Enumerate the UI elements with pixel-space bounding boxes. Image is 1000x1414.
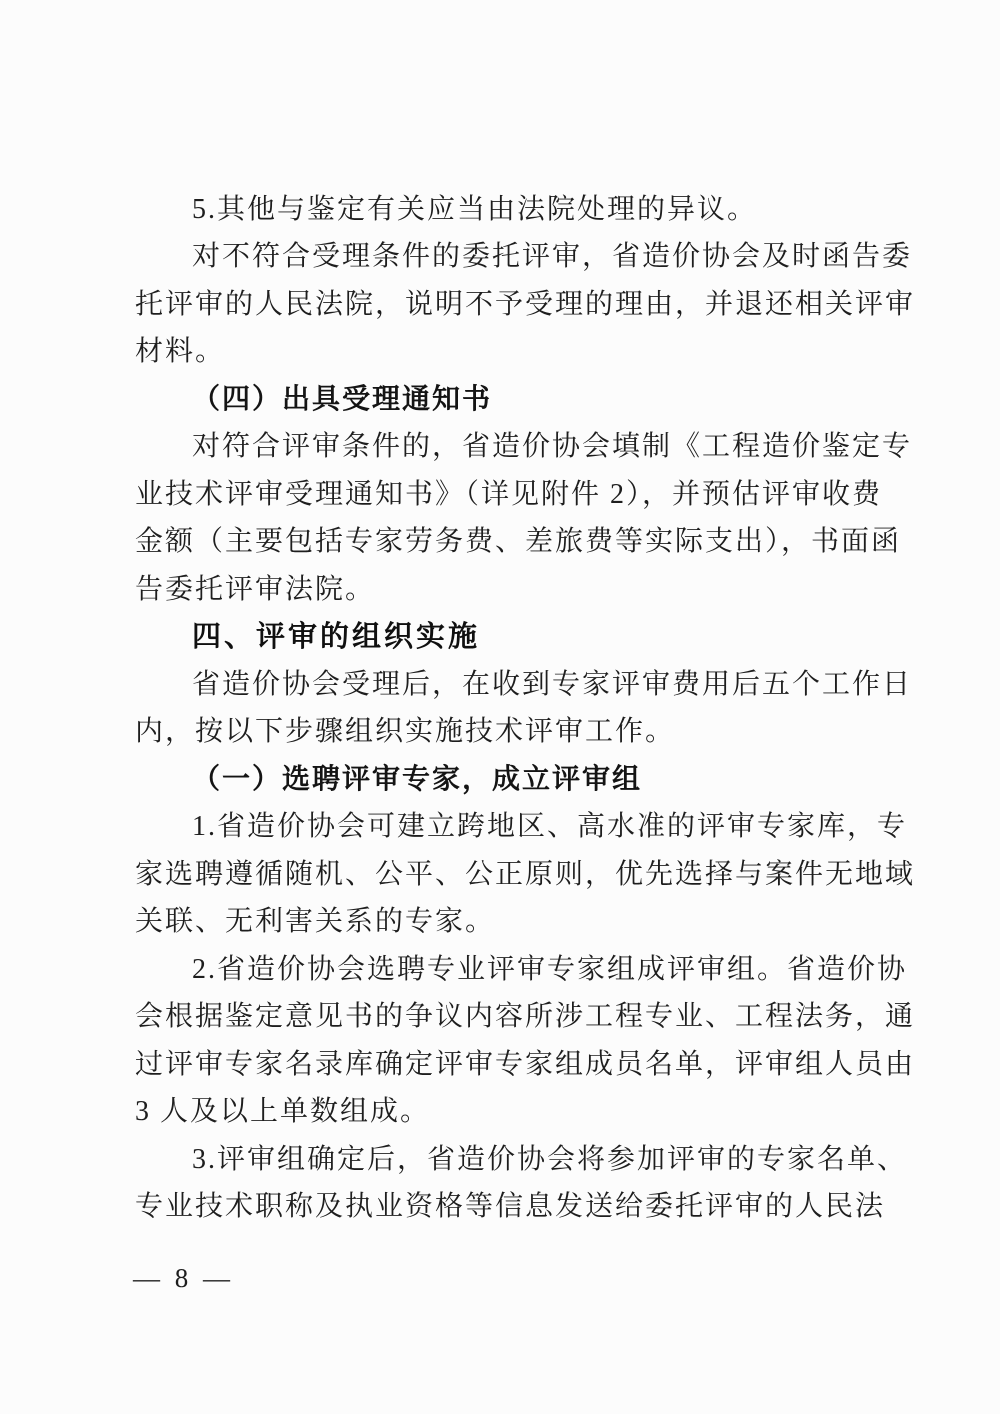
text-line: 2.省造价协会选聘专业评审专家组成评审组。省造价协 [192,953,908,985]
text-line: 1.省造价协会可建立跨地区、高水准的评审专家库，专 [192,811,908,843]
text-line: 告委托评审法院。 [135,573,376,605]
text-line: 会根据鉴定意见书的争议内容所涉工程专业、工程法务，通 [135,1001,916,1033]
text-line: 专业技术职称及执业资格等信息发送给委托评审的人民法 [135,1191,886,1223]
text-line: 材料。 [135,336,226,368]
section-heading: 四、评审的组织实施 [192,620,481,653]
text-line: 对不符合受理条件的委托评审，省造价协会及时函告委 [192,241,913,273]
text-line: 关联、无利害关系的专家。 [135,906,496,938]
text-line: 托评审的人民法院，说明不予受理的理由，并退还相关评审 [135,288,916,320]
page-number: — 8 — [133,1263,234,1293]
text-line: 业技术评审受理通知书》（详见附件 2），并预估评审收费 [135,478,883,510]
text-line: 金额（主要包括专家劳务费、差旅费等实际支出），书面函 [135,526,902,558]
text-line: 省造价协会受理后，在收到专家评审费用后五个工作日 [192,668,913,700]
sub-heading: （一）选聘评审专家，成立评审组 [192,763,643,795]
text-line: 3.评审组确定后，省造价协会将参加评审的专家名单、 [192,1143,908,1175]
text-line: 过评审专家名录库确定评审专家组成员名单，评审组人员由 [135,1048,916,1080]
document-body [135,183,916,1228]
text-line: 家选聘遵循随机、公平、公正原则，优先选择与案件无地域 [135,858,916,890]
text-line: 5.其他与鉴定有关应当由法院处理的异议。 [192,193,758,225]
sub-heading: （四）出具受理通知书 [192,383,493,415]
text-line: 对符合评审条件的，省造价协会填制《工程造价鉴定专 [192,431,913,463]
text-line: 3 人及以上单数组成。 [135,1096,431,1128]
text-line: 内，按以下步骤组织实施技术评审工作。 [135,716,676,748]
